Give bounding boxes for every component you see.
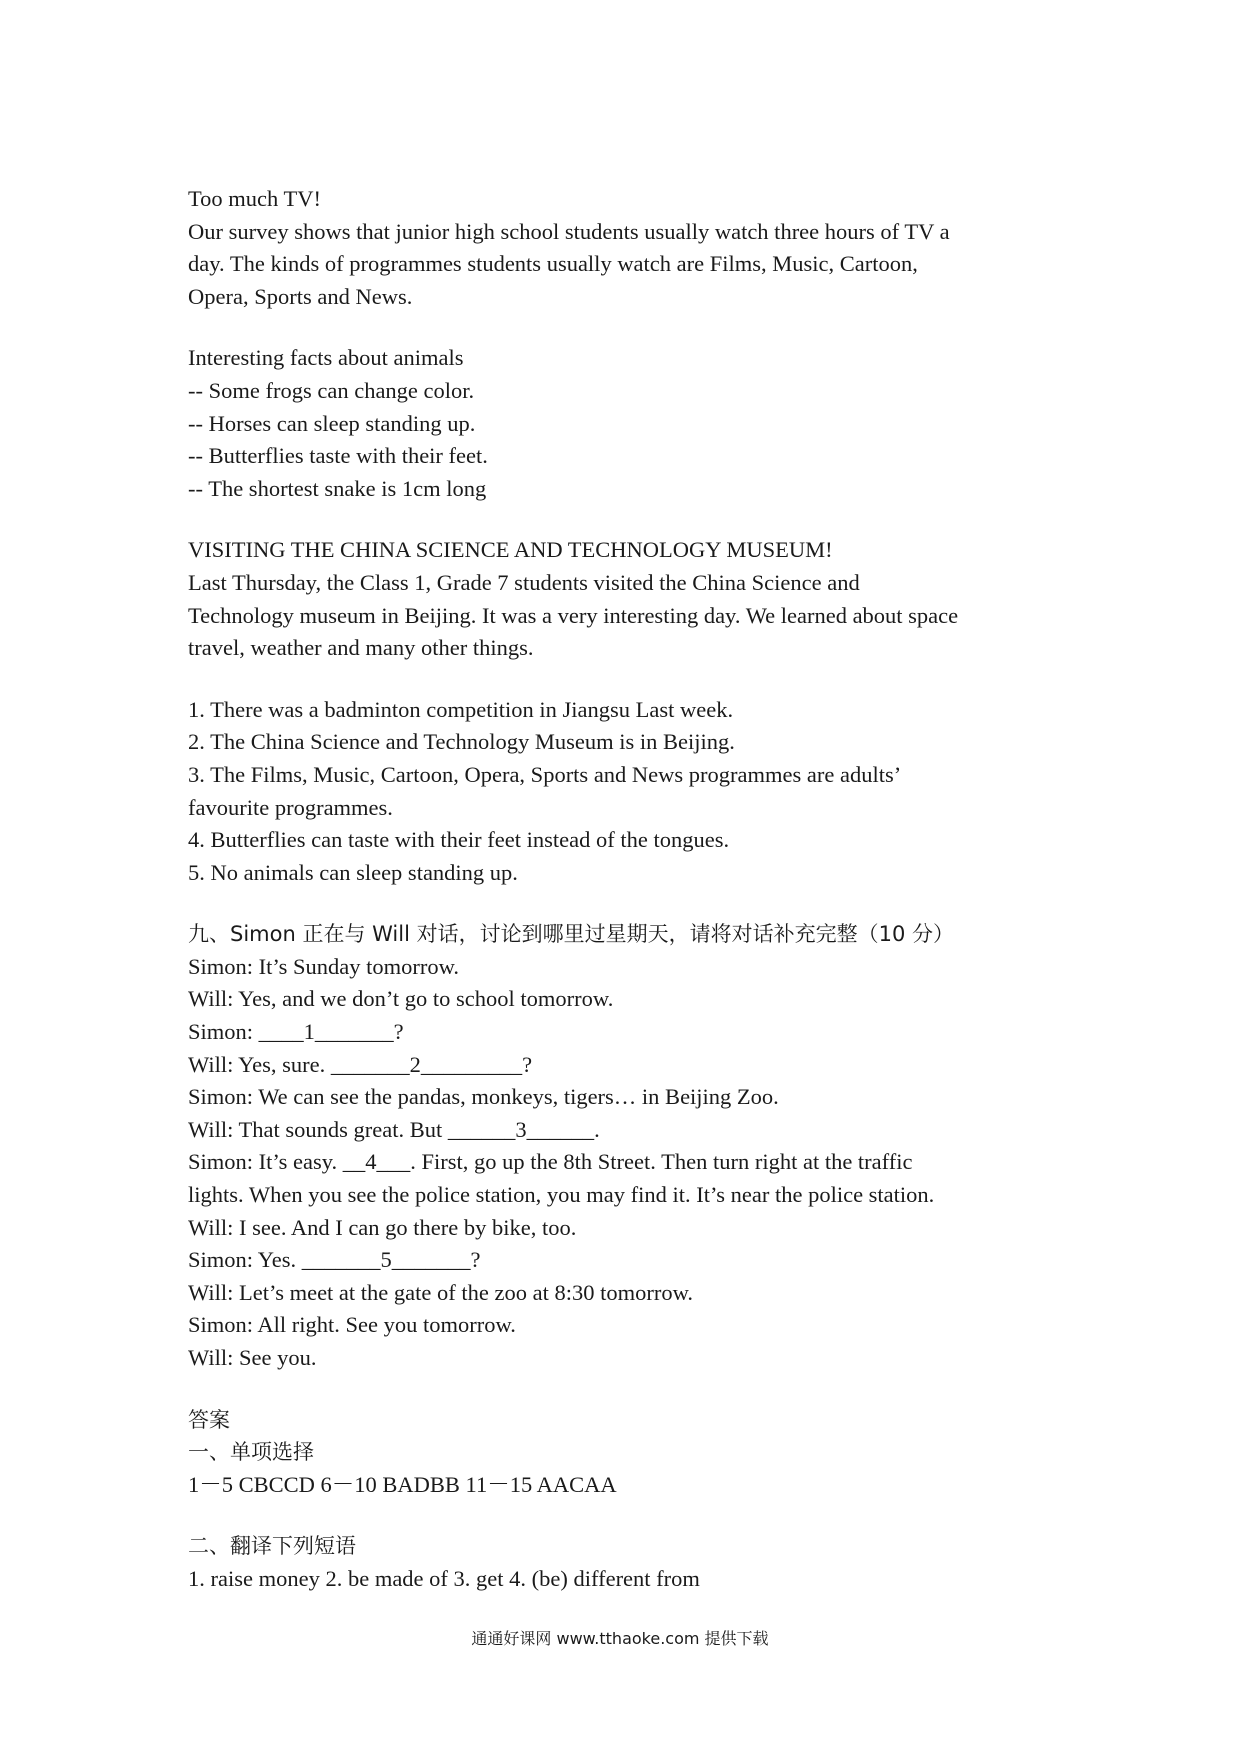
answers-part2-line: 1. raise money 2. be made of 3. get 4. (be) different from [188,1565,700,1591]
dialogue-line: Simon: Yes. _______5_______? [188,1247,481,1273]
dialogue-line: Will: Let’s meet at the gate of the zoo at 8:30 tomorrow. [188,1279,693,1305]
dialogue-line: Simon: We can see the pandas, monkeys, tigers… in Beijing Zoo. [188,1084,779,1110]
tv-line: Opera, Sports and News. [188,283,413,309]
dialogue-line: Will: Yes, and we don’t go to school tomorrow. [188,986,614,1012]
tv-line: Our survey shows that junior high school students usually watch three hours of TV a [188,218,950,244]
dialogue-line: Will: That sounds great. But ______3______. [188,1116,600,1142]
dialogue-line: Will: Yes, sure. _______2_________? [188,1051,533,1077]
answers-heading: 答案 [188,1407,230,1432]
answers-part2-heading: 二、翻译下列短语 [188,1534,356,1559]
dialogue-line: Simon: All right. See you tomorrow. [188,1312,516,1338]
answers-part1-heading: 一、单项选择 [188,1440,314,1465]
statement: favourite programmes. [188,794,393,820]
museum-line: Last Thursday, the Class 1, Grade 7 students visited the China Science and [188,569,860,595]
animal-fact: -- Horses can sleep standing up. [188,410,476,436]
dialogue-line: Will: I see. And I can go there by bike, too. [188,1214,577,1240]
statement: 5. No animals can sleep standing up. [188,859,518,885]
museum-line: travel, weather and many other things. [188,635,534,661]
dialogue-line: Will: See you. [188,1345,317,1370]
tv-line: day. The kinds of programmes students usually watch are Films, Music, Cartoon, [188,251,918,277]
dialogue-line: Simon: It’s Sunday tomorrow. [188,953,460,979]
dialogue-line: lights. When you see the police station, you may find it. It’s near the police station. [188,1182,935,1208]
animal-fact: -- Some frogs can change color. [188,377,475,403]
museum-line: Technology museum in Beijing. It was a very interesting day. We learned about space [188,602,959,628]
statement: 3. The Films, Music, Cartoon, Opera, Sports and News programmes are adults’ [188,761,902,787]
dialogue-line: Simon: ____1_______? [188,1019,404,1045]
statement: 4. Butterflies can taste with their feet instead of the tongues. [188,827,730,853]
animal-fact: -- The shortest snake is 1cm long [188,475,487,501]
section-nine-heading: 九、Simon 正在与 Will 对话，讨论到哪里过星期天，请将对话补充完整（10 分） [188,922,955,947]
tv-title: Too much TV! [188,186,321,211]
animal-fact: -- Butterflies taste with their feet. [188,443,488,469]
statement: 1. There was a badminton competition in Jiangsu Last week. [188,696,734,722]
dialogue-line: Simon: It’s easy. __4___. First, go up the 8th Street. Then turn right at the traffic [188,1149,913,1175]
page-footer: 通通好课网 www.tthaoke.com 提供下载 [471,1629,769,1648]
answers-part1-line: 1－5 CBCCD 6－10 BADBB 11－15 AACAA [188,1471,617,1497]
statement: 2. The China Science and Technology Museum is in Beijing. [188,729,735,755]
animals-title: Interesting facts about animals [188,345,464,371]
museum-title: VISITING THE CHINA SCIENCE AND TECHNOLOGY MUSEUM! [188,537,833,563]
document-body [188,183,1088,1596]
